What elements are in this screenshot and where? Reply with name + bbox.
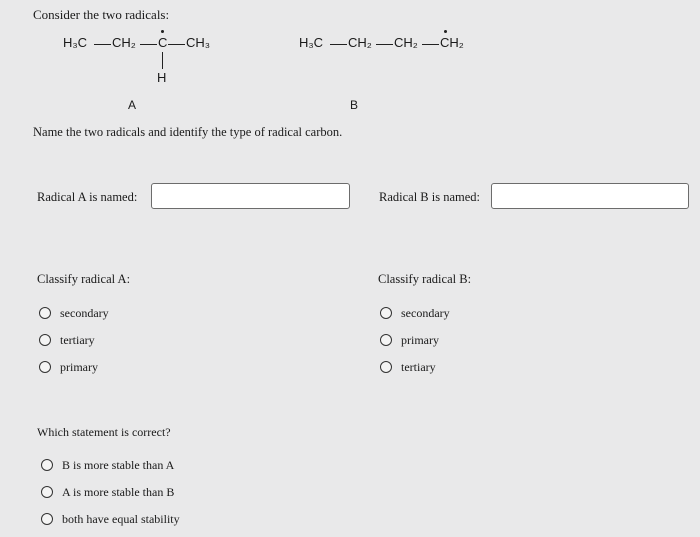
statement-option-a-more-stable[interactable] [41, 483, 174, 501]
bond-line [94, 44, 111, 45]
classify-b-option-primary[interactable] [380, 331, 439, 349]
bond-line [330, 44, 347, 45]
bond-line [140, 44, 157, 45]
radio-circle[interactable] [41, 459, 53, 471]
structure-b-label: B [350, 98, 359, 112]
classify-b-label: Classify radical B: [378, 272, 472, 286]
radio-circle[interactable] [39, 334, 51, 346]
structure-a-hydrogen: H [157, 70, 167, 85]
structure-a-radical-carbon: C [158, 35, 168, 50]
radical-dot [161, 30, 164, 33]
structure-b-group-1: H₃C [299, 35, 324, 50]
option-label: tertiary [401, 359, 436, 374]
classify-a-option-secondary[interactable] [39, 304, 109, 322]
radio-circle[interactable] [380, 307, 392, 319]
classify-b-option-tertiary[interactable] [380, 358, 436, 376]
radical-a-name-input[interactable] [151, 183, 350, 209]
structure-b-group-2: CH₂ [348, 35, 372, 50]
structure-b [280, 0, 500, 120]
radical-b-name-label: Radical B is named: [379, 190, 481, 204]
structure-b-radical-carbon: CH₂ [440, 35, 464, 50]
radio-circle[interactable] [41, 513, 53, 525]
statement-question-label: Which statement is correct? [37, 425, 171, 439]
radical-a-name-label: Radical A is named: [37, 190, 138, 204]
structure-a-group-2: CH₂ [112, 35, 136, 50]
radio-circle[interactable] [380, 334, 392, 346]
radical-dot [444, 30, 447, 33]
bond-line [422, 44, 439, 45]
classify-a-option-tertiary[interactable] [39, 331, 95, 349]
option-label: primary [60, 359, 98, 374]
radio-circle[interactable] [380, 361, 392, 373]
structure-a [0, 0, 300, 120]
classify-a-label: Classify radical A: [37, 272, 131, 286]
structure-b-group-3: CH₂ [394, 35, 418, 50]
structure-a-label: A [128, 98, 137, 112]
radio-circle[interactable] [41, 486, 53, 498]
radical-b-name-input[interactable] [491, 183, 689, 209]
radio-circle[interactable] [39, 307, 51, 319]
structure-a-group-4: CH₃ [186, 35, 211, 50]
statement-option-equal-stability[interactable] [41, 510, 180, 528]
question-prompt: Consider the two radicals: [33, 7, 170, 22]
option-label: secondary [401, 305, 450, 320]
bond-line [162, 52, 163, 69]
classify-b-option-secondary[interactable] [380, 304, 450, 322]
option-label: primary [401, 332, 439, 347]
radio-circle[interactable] [39, 361, 51, 373]
bond-line [376, 44, 393, 45]
option-label: tertiary [60, 332, 95, 347]
classify-a-option-primary[interactable] [39, 358, 98, 376]
bond-line [168, 44, 185, 45]
option-label: both have equal stability [62, 511, 180, 526]
option-label: A is more stable than B [62, 484, 175, 499]
structure-a-group-1: H₃C [63, 35, 88, 50]
option-label: B is more stable than A [62, 457, 175, 472]
option-label: secondary [60, 305, 109, 320]
instruction-text: Name the two radicals and identify the type of radical carbon. [33, 125, 343, 139]
statement-option-b-more-stable[interactable] [41, 456, 174, 474]
